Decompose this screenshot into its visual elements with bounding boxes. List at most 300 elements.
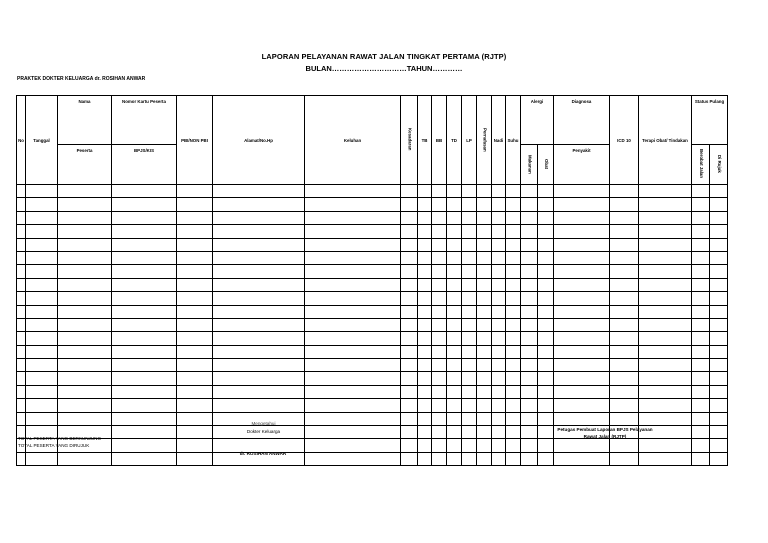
table-cell[interactable]	[213, 399, 305, 412]
table-cell[interactable]	[554, 372, 610, 385]
table-cell[interactable]	[538, 452, 554, 465]
table-cell[interactable]	[639, 305, 692, 318]
table-cell[interactable]	[432, 372, 447, 385]
table-cell[interactable]	[177, 345, 213, 358]
table-cell[interactable]	[177, 292, 213, 305]
table-cell[interactable]	[521, 305, 538, 318]
table-cell[interactable]	[492, 198, 506, 211]
table-cell[interactable]	[554, 399, 610, 412]
table-cell[interactable]	[432, 359, 447, 372]
table-cell[interactable]	[418, 359, 432, 372]
table-cell[interactable]	[401, 198, 418, 211]
table-cell[interactable]	[477, 399, 492, 412]
table-cell[interactable]	[432, 345, 447, 358]
table-cell[interactable]	[17, 359, 26, 372]
table-cell[interactable]	[305, 412, 401, 425]
table-cell[interactable]	[506, 452, 521, 465]
table-cell[interactable]	[17, 345, 26, 358]
table-cell[interactable]	[692, 412, 710, 425]
table-cell[interactable]	[58, 292, 112, 305]
table-cell[interactable]	[639, 385, 692, 398]
table-cell[interactable]	[462, 211, 477, 224]
table-cell[interactable]	[462, 265, 477, 278]
table-cell[interactable]	[432, 385, 447, 398]
table-cell[interactable]	[432, 198, 447, 211]
table-cell[interactable]	[17, 332, 26, 345]
table-cell[interactable]	[710, 292, 728, 305]
table-cell[interactable]	[710, 198, 728, 211]
table-cell[interactable]	[506, 238, 521, 251]
table-cell[interactable]	[639, 452, 692, 465]
table-cell[interactable]	[506, 305, 521, 318]
table-cell[interactable]	[213, 265, 305, 278]
table-cell[interactable]	[521, 412, 538, 425]
table-cell[interactable]	[554, 238, 610, 251]
table-cell[interactable]	[177, 426, 213, 439]
table-cell[interactable]	[710, 345, 728, 358]
table-cell[interactable]	[17, 238, 26, 251]
table-cell[interactable]	[112, 426, 177, 439]
table-cell[interactable]	[506, 251, 521, 264]
table-cell[interactable]	[692, 452, 710, 465]
table-cell[interactable]	[58, 318, 112, 331]
table-cell[interactable]	[506, 278, 521, 291]
table-cell[interactable]	[305, 292, 401, 305]
table-cell[interactable]	[710, 185, 728, 198]
table-cell[interactable]	[538, 251, 554, 264]
table-cell[interactable]	[26, 385, 58, 398]
table-cell[interactable]	[213, 332, 305, 345]
table-cell[interactable]	[477, 385, 492, 398]
table-cell[interactable]	[305, 265, 401, 278]
table-cell[interactable]	[521, 198, 538, 211]
table-cell[interactable]	[610, 345, 639, 358]
table-cell[interactable]	[477, 372, 492, 385]
table-cell[interactable]	[554, 185, 610, 198]
table-cell[interactable]	[692, 385, 710, 398]
table-cell[interactable]	[418, 251, 432, 264]
table-cell[interactable]	[177, 211, 213, 224]
table-cell[interactable]	[492, 292, 506, 305]
table-cell[interactable]	[26, 251, 58, 264]
table-cell[interactable]	[554, 251, 610, 264]
table-cell[interactable]	[447, 385, 462, 398]
table-cell[interactable]	[692, 292, 710, 305]
table-cell[interactable]	[447, 452, 462, 465]
table-cell[interactable]	[112, 399, 177, 412]
table-cell[interactable]	[401, 412, 418, 425]
table-cell[interactable]	[177, 399, 213, 412]
table-cell[interactable]	[213, 345, 305, 358]
table-cell[interactable]	[213, 251, 305, 264]
table-cell[interactable]	[447, 426, 462, 439]
table-cell[interactable]	[432, 238, 447, 251]
table-cell[interactable]	[213, 318, 305, 331]
table-cell[interactable]	[112, 345, 177, 358]
table-cell[interactable]	[538, 412, 554, 425]
table-cell[interactable]	[177, 251, 213, 264]
table-cell[interactable]	[17, 185, 26, 198]
table-cell[interactable]	[432, 452, 447, 465]
table-cell[interactable]	[521, 265, 538, 278]
table-cell[interactable]	[477, 452, 492, 465]
table-cell[interactable]	[58, 305, 112, 318]
table-cell[interactable]	[492, 238, 506, 251]
table-cell[interactable]	[432, 305, 447, 318]
table-cell[interactable]	[112, 372, 177, 385]
table-cell[interactable]	[401, 372, 418, 385]
table-cell[interactable]	[462, 359, 477, 372]
table-cell[interactable]	[112, 185, 177, 198]
table-cell[interactable]	[506, 292, 521, 305]
table-cell[interactable]	[639, 318, 692, 331]
table-cell[interactable]	[305, 345, 401, 358]
table-cell[interactable]	[26, 359, 58, 372]
table-cell[interactable]	[58, 399, 112, 412]
table-cell[interactable]	[432, 225, 447, 238]
table-cell[interactable]	[639, 278, 692, 291]
table-cell[interactable]	[447, 225, 462, 238]
table-cell[interactable]	[692, 225, 710, 238]
table-cell[interactable]	[506, 345, 521, 358]
table-cell[interactable]	[58, 452, 112, 465]
table-cell[interactable]	[418, 185, 432, 198]
table-cell[interactable]	[538, 278, 554, 291]
table-cell[interactable]	[418, 292, 432, 305]
table-cell[interactable]	[177, 305, 213, 318]
table-cell[interactable]	[26, 198, 58, 211]
table-cell[interactable]	[17, 211, 26, 224]
table-cell[interactable]	[17, 198, 26, 211]
table-cell[interactable]	[418, 372, 432, 385]
table-cell[interactable]	[710, 251, 728, 264]
table-cell[interactable]	[554, 292, 610, 305]
table-cell[interactable]	[492, 332, 506, 345]
table-cell[interactable]	[58, 359, 112, 372]
table-cell[interactable]	[112, 452, 177, 465]
table-cell[interactable]	[58, 332, 112, 345]
table-cell[interactable]	[401, 305, 418, 318]
table-cell[interactable]	[26, 238, 58, 251]
table-cell[interactable]	[401, 225, 418, 238]
table-cell[interactable]	[610, 305, 639, 318]
table-cell[interactable]	[477, 211, 492, 224]
table-cell[interactable]	[477, 265, 492, 278]
table-cell[interactable]	[447, 278, 462, 291]
table-cell[interactable]	[639, 251, 692, 264]
table-cell[interactable]	[521, 318, 538, 331]
table-cell[interactable]	[492, 318, 506, 331]
table-cell[interactable]	[17, 385, 26, 398]
table-cell[interactable]	[506, 225, 521, 238]
table-cell[interactable]	[710, 385, 728, 398]
table-cell[interactable]	[58, 238, 112, 251]
table-cell[interactable]	[447, 265, 462, 278]
table-cell[interactable]	[554, 211, 610, 224]
table-cell[interactable]	[177, 225, 213, 238]
table-cell[interactable]	[492, 372, 506, 385]
table-cell[interactable]	[492, 399, 506, 412]
table-cell[interactable]	[418, 385, 432, 398]
table-cell[interactable]	[401, 332, 418, 345]
table-cell[interactable]	[305, 399, 401, 412]
table-cell[interactable]	[492, 185, 506, 198]
table-cell[interactable]	[401, 251, 418, 264]
table-cell[interactable]	[418, 238, 432, 251]
table-cell[interactable]	[447, 198, 462, 211]
table-cell[interactable]	[492, 452, 506, 465]
table-cell[interactable]	[610, 265, 639, 278]
table-cell[interactable]	[177, 318, 213, 331]
table-cell[interactable]	[492, 265, 506, 278]
table-cell[interactable]	[58, 345, 112, 358]
table-cell[interactable]	[521, 452, 538, 465]
table-cell[interactable]	[17, 251, 26, 264]
table-cell[interactable]	[112, 198, 177, 211]
table-cell[interactable]	[692, 185, 710, 198]
table-cell[interactable]	[432, 318, 447, 331]
table-cell[interactable]	[554, 359, 610, 372]
table-cell[interactable]	[418, 345, 432, 358]
table-cell[interactable]	[554, 225, 610, 238]
table-cell[interactable]	[554, 385, 610, 398]
table-cell[interactable]	[477, 238, 492, 251]
table-cell[interactable]	[492, 225, 506, 238]
table-cell[interactable]	[418, 278, 432, 291]
table-cell[interactable]	[17, 452, 26, 465]
table-cell[interactable]	[401, 345, 418, 358]
table-cell[interactable]	[506, 198, 521, 211]
table-cell[interactable]	[447, 439, 462, 452]
table-cell[interactable]	[447, 185, 462, 198]
table-cell[interactable]	[305, 305, 401, 318]
table-cell[interactable]	[432, 412, 447, 425]
table-cell[interactable]	[538, 345, 554, 358]
table-cell[interactable]	[538, 265, 554, 278]
table-cell[interactable]	[610, 318, 639, 331]
table-cell[interactable]	[462, 385, 477, 398]
table-cell[interactable]	[521, 185, 538, 198]
table-cell[interactable]	[432, 399, 447, 412]
table-cell[interactable]	[692, 345, 710, 358]
table-cell[interactable]	[177, 439, 213, 452]
table-cell[interactable]	[538, 225, 554, 238]
table-cell[interactable]	[112, 439, 177, 452]
table-cell[interactable]	[305, 251, 401, 264]
table-cell[interactable]	[492, 359, 506, 372]
table-cell[interactable]	[418, 211, 432, 224]
table-cell[interactable]	[305, 372, 401, 385]
table-cell[interactable]	[401, 359, 418, 372]
table-cell[interactable]	[610, 359, 639, 372]
table-cell[interactable]	[610, 439, 639, 452]
table-cell[interactable]	[17, 225, 26, 238]
table-cell[interactable]	[462, 251, 477, 264]
table-cell[interactable]	[462, 345, 477, 358]
table-cell[interactable]	[692, 305, 710, 318]
table-cell[interactable]	[112, 278, 177, 291]
table-cell[interactable]	[506, 211, 521, 224]
table-cell[interactable]	[492, 412, 506, 425]
table-cell[interactable]	[639, 211, 692, 224]
table-cell[interactable]	[432, 292, 447, 305]
table-cell[interactable]	[112, 412, 177, 425]
table-cell[interactable]	[447, 292, 462, 305]
table-cell[interactable]	[639, 185, 692, 198]
table-cell[interactable]	[492, 278, 506, 291]
table-cell[interactable]	[554, 318, 610, 331]
table-cell[interactable]	[401, 292, 418, 305]
table-cell[interactable]	[432, 211, 447, 224]
table-cell[interactable]	[521, 211, 538, 224]
table-cell[interactable]	[112, 385, 177, 398]
table-cell[interactable]	[639, 345, 692, 358]
table-cell[interactable]	[401, 399, 418, 412]
table-cell[interactable]	[521, 399, 538, 412]
table-cell[interactable]	[506, 265, 521, 278]
table-cell[interactable]	[506, 359, 521, 372]
table-cell[interactable]	[639, 198, 692, 211]
table-cell[interactable]	[692, 439, 710, 452]
table-cell[interactable]	[462, 305, 477, 318]
table-cell[interactable]	[492, 439, 506, 452]
table-cell[interactable]	[710, 426, 728, 439]
table-cell[interactable]	[17, 278, 26, 291]
table-cell[interactable]	[554, 345, 610, 358]
table-cell[interactable]	[177, 265, 213, 278]
table-cell[interactable]	[610, 452, 639, 465]
table-cell[interactable]	[492, 385, 506, 398]
table-cell[interactable]	[432, 278, 447, 291]
table-cell[interactable]	[58, 211, 112, 224]
table-cell[interactable]	[506, 185, 521, 198]
table-cell[interactable]	[17, 265, 26, 278]
table-cell[interactable]	[26, 332, 58, 345]
table-cell[interactable]	[521, 345, 538, 358]
table-cell[interactable]	[305, 332, 401, 345]
table-cell[interactable]	[554, 412, 610, 425]
table-cell[interactable]	[305, 238, 401, 251]
table-cell[interactable]	[418, 225, 432, 238]
table-cell[interactable]	[710, 305, 728, 318]
table-cell[interactable]	[418, 332, 432, 345]
table-cell[interactable]	[610, 251, 639, 264]
table-cell[interactable]	[462, 332, 477, 345]
table-cell[interactable]	[521, 292, 538, 305]
table-cell[interactable]	[462, 372, 477, 385]
table-cell[interactable]	[213, 359, 305, 372]
table-cell[interactable]	[58, 225, 112, 238]
table-cell[interactable]	[462, 278, 477, 291]
table-cell[interactable]	[639, 238, 692, 251]
table-cell[interactable]	[521, 225, 538, 238]
table-cell[interactable]	[692, 372, 710, 385]
table-cell[interactable]	[554, 278, 610, 291]
table-cell[interactable]	[213, 225, 305, 238]
table-cell[interactable]	[710, 332, 728, 345]
table-cell[interactable]	[554, 265, 610, 278]
table-cell[interactable]	[447, 412, 462, 425]
table-cell[interactable]	[401, 439, 418, 452]
table-cell[interactable]	[692, 238, 710, 251]
table-cell[interactable]	[710, 318, 728, 331]
table-cell[interactable]	[710, 439, 728, 452]
table-cell[interactable]	[554, 452, 610, 465]
table-cell[interactable]	[492, 305, 506, 318]
table-cell[interactable]	[521, 278, 538, 291]
table-cell[interactable]	[447, 399, 462, 412]
table-cell[interactable]	[521, 426, 538, 439]
table-cell[interactable]	[432, 426, 447, 439]
table-cell[interactable]	[506, 399, 521, 412]
table-cell[interactable]	[401, 278, 418, 291]
table-cell[interactable]	[538, 332, 554, 345]
table-cell[interactable]	[639, 292, 692, 305]
table-cell[interactable]	[477, 198, 492, 211]
table-cell[interactable]	[477, 251, 492, 264]
table-cell[interactable]	[213, 211, 305, 224]
table-cell[interactable]	[401, 211, 418, 224]
table-cell[interactable]	[506, 318, 521, 331]
table-cell[interactable]	[17, 372, 26, 385]
table-cell[interactable]	[610, 332, 639, 345]
table-cell[interactable]	[462, 452, 477, 465]
table-cell[interactable]	[305, 426, 401, 439]
table-cell[interactable]	[692, 332, 710, 345]
table-cell[interactable]	[610, 225, 639, 238]
table-cell[interactable]	[710, 412, 728, 425]
table-cell[interactable]	[213, 185, 305, 198]
table-cell[interactable]	[112, 251, 177, 264]
table-cell[interactable]	[538, 439, 554, 452]
table-cell[interactable]	[401, 452, 418, 465]
table-cell[interactable]	[710, 399, 728, 412]
table-cell[interactable]	[418, 305, 432, 318]
table-cell[interactable]	[521, 251, 538, 264]
table-cell[interactable]	[692, 399, 710, 412]
table-cell[interactable]	[692, 211, 710, 224]
table-cell[interactable]	[17, 292, 26, 305]
table-cell[interactable]	[538, 385, 554, 398]
table-cell[interactable]	[506, 385, 521, 398]
table-cell[interactable]	[538, 198, 554, 211]
table-cell[interactable]	[58, 412, 112, 425]
table-cell[interactable]	[418, 318, 432, 331]
table-cell[interactable]	[447, 238, 462, 251]
table-cell[interactable]	[492, 345, 506, 358]
table-cell[interactable]	[26, 185, 58, 198]
table-cell[interactable]	[401, 238, 418, 251]
table-cell[interactable]	[432, 251, 447, 264]
table-cell[interactable]	[521, 385, 538, 398]
table-cell[interactable]	[692, 359, 710, 372]
table-cell[interactable]	[401, 265, 418, 278]
table-cell[interactable]	[639, 332, 692, 345]
table-cell[interactable]	[58, 198, 112, 211]
table-cell[interactable]	[58, 265, 112, 278]
table-cell[interactable]	[477, 225, 492, 238]
table-cell[interactable]	[26, 412, 58, 425]
table-cell[interactable]	[305, 439, 401, 452]
table-cell[interactable]	[26, 265, 58, 278]
table-cell[interactable]	[554, 198, 610, 211]
table-cell[interactable]	[213, 305, 305, 318]
table-cell[interactable]	[610, 292, 639, 305]
table-cell[interactable]	[639, 265, 692, 278]
table-cell[interactable]	[610, 399, 639, 412]
table-cell[interactable]	[305, 225, 401, 238]
table-cell[interactable]	[692, 426, 710, 439]
